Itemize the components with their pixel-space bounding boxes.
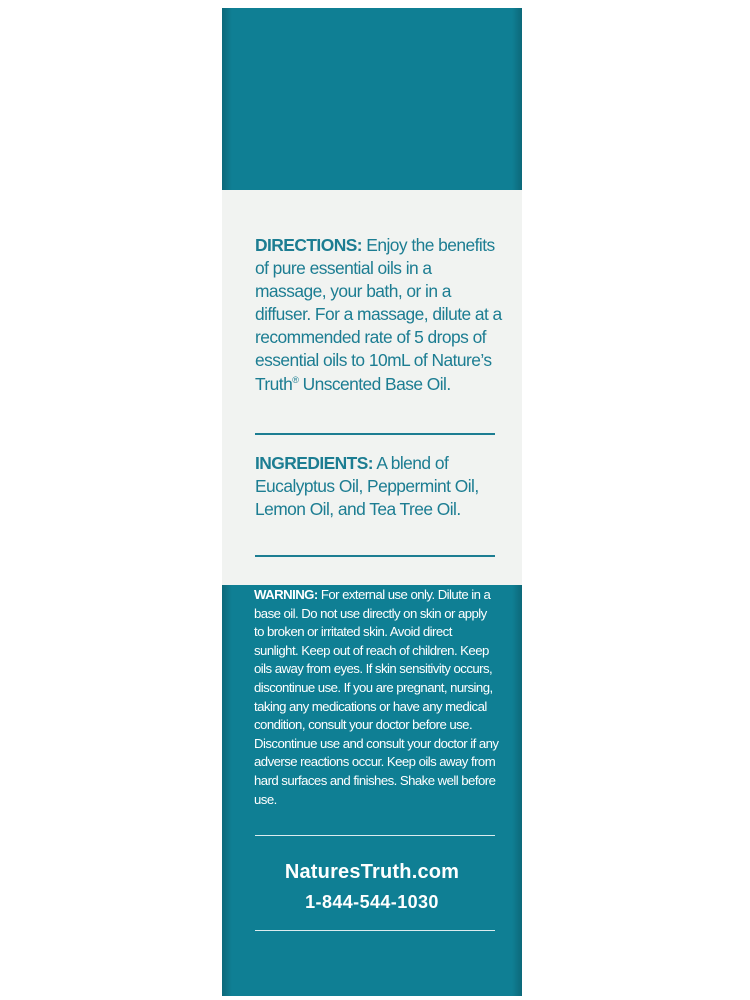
divider (255, 930, 495, 931)
product-label-panel (222, 8, 522, 996)
divider (255, 835, 495, 836)
website-text: NaturesTruth.com (284, 861, 460, 883)
divider (255, 433, 495, 435)
divider (255, 555, 495, 557)
directions-text (255, 234, 505, 396)
directions-heading: DIRECTIONS: (255, 235, 362, 255)
registered-mark: ® (292, 374, 299, 385)
directions-body-part-2: Unscented Base Oil. (298, 373, 451, 394)
ingredients-text (255, 452, 505, 521)
directions-body-part-1: Enjoy the benefits of pure essential oils in a massage, your bath, or in a diffuser. For a massage, dilute at a recommended rate of 5 drops of essential oils to 10mL of Nature’s Truth (255, 235, 502, 394)
directions-ingredients-panel (222, 190, 522, 585)
warning-body: For external use only. Dilute in a base oil. Do not use directly on skin or apply to broken or irritated skin. Avoid direct sunlight. Keep out of reach of children. Keep oils away from eyes. If skin sensitivity occurs, discontinue use. If you are pregnant, nursing, taking any medications or have any medical condition, consult your doctor before use. Discontinue use and consult your doctor if any adverse reactions occur. Keep oils away from hard surfaces and finishes. Shake well before use. (254, 587, 499, 807)
warning-text (254, 586, 499, 809)
ingredients-heading: INGREDIENTS: (255, 453, 374, 473)
warning-heading: WARNING: (254, 587, 318, 602)
phone-number: 1-844-544-1030 (305, 892, 439, 912)
ingredients-body: A blend of Eucalyptus Oil, Peppermint Oil, Lemon Oil, and Tea Tree Oil. (255, 453, 479, 520)
